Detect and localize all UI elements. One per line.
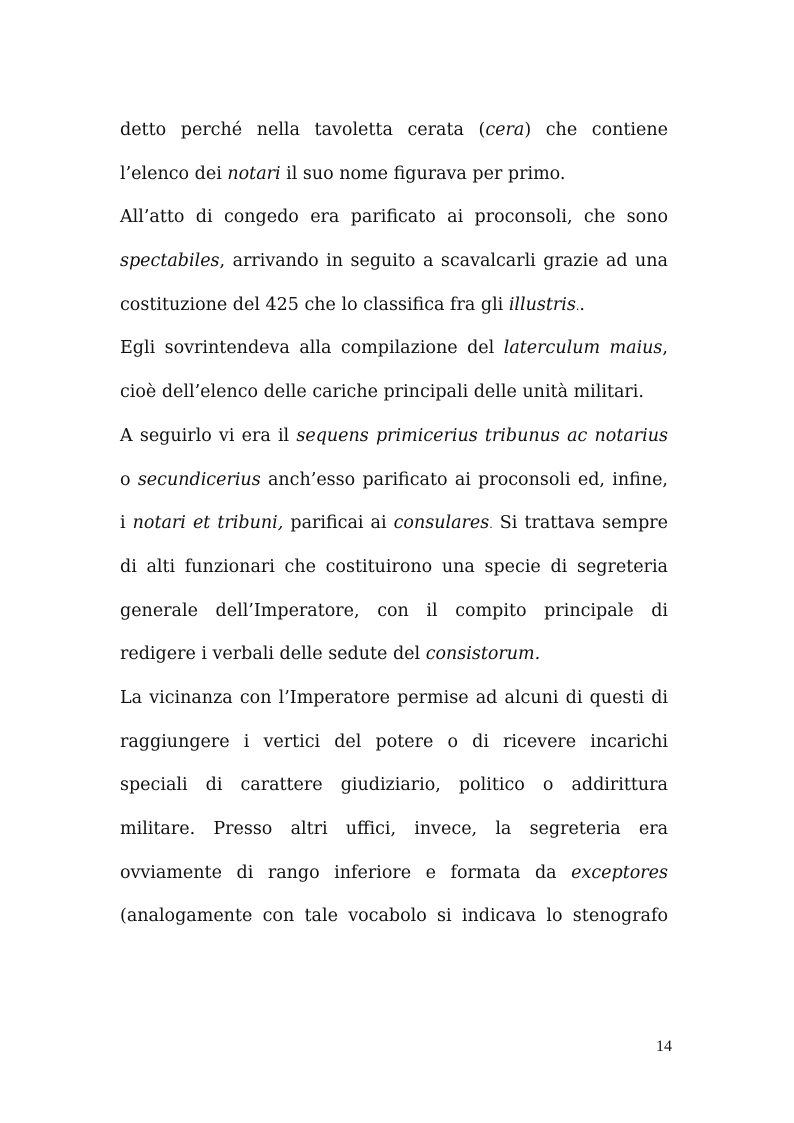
text-line: [120, 590, 668, 634]
text-segment: detto perché nella tavoletta cerata (: [120, 120, 486, 140]
text-line: [120, 808, 668, 852]
italic-term: exceptores: [571, 862, 668, 883]
paragraph: [120, 677, 668, 939]
text-segment: .: [579, 294, 585, 315]
text-line: [120, 502, 668, 546]
italic-term: notari: [227, 163, 281, 184]
text-segment: di alti funzionari che costituirono una specie di segreteria: [120, 556, 668, 577]
text-line: [120, 109, 668, 153]
paragraph: [120, 196, 668, 327]
text-segment: .: [489, 518, 493, 532]
text-line: [120, 633, 668, 677]
text-segment: anch’esso parificato ai proconsoli ed, infine,: [260, 469, 668, 490]
paragraph: [120, 109, 668, 196]
text-line: [120, 415, 668, 459]
italic-term: secundicerius: [137, 469, 261, 490]
italic-term: illustris: [508, 294, 576, 315]
text-segment: (analogamente con tale vocabolo si indicava lo stenografo: [120, 906, 668, 927]
text-line: [120, 196, 668, 240]
text-line: [120, 895, 668, 939]
text-segment: parificai ai: [283, 513, 394, 534]
text-line: [120, 546, 668, 590]
text-segment: A seguirlo vi era il: [120, 425, 297, 446]
text-segment: Egli sovrintendeva alla compilazione del: [120, 338, 504, 359]
text-segment: raggiungere i vertici del potere o di ricevere incarichi: [120, 731, 668, 752]
text-segment: speciali di carattere giudiziario, politico o addirittura: [120, 775, 668, 796]
text-segment: .: [575, 299, 580, 313]
text-segment: , arrivando in seguito a scavalcarli grazie ad una: [219, 251, 668, 272]
italic-term: cera: [485, 120, 525, 140]
text-segment: ovviamente di rango inferiore e formata da: [120, 862, 572, 883]
paragraph: [120, 327, 668, 414]
text-segment: generale dell’Imperatore, con il compito principale di: [120, 600, 668, 621]
italic-term: consulares: [393, 513, 490, 534]
text-line: [120, 284, 668, 328]
text-segment: o: [120, 469, 138, 490]
italic-term: sequens primicerius tribunus ac notarius: [296, 425, 668, 446]
text-segment: l’elenco dei: [120, 163, 228, 184]
text-line: [120, 764, 668, 808]
italic-term: laterculum maius: [503, 338, 663, 359]
text-segment: i: [120, 513, 133, 534]
text-segment: militare. Presso altri uffici, invece, la segreteria era: [120, 819, 668, 839]
text-segment: redigere i verbali delle sedute del: [120, 644, 426, 665]
italic-term: notari et tribuni,: [132, 513, 284, 534]
text-line: [120, 721, 668, 765]
text-line: [120, 677, 668, 721]
text-line: [120, 459, 668, 503]
body-text: [120, 109, 668, 939]
text-segment: ,: [662, 338, 668, 359]
text-line: [120, 327, 668, 371]
page-number: 14: [656, 1038, 672, 1055]
text-segment: cioè dell’elenco delle cariche principali delle unità militari.: [120, 382, 644, 403]
text-segment: All’atto di congedo era parificato ai proconsoli, che sono: [120, 207, 668, 228]
text-line: [120, 852, 668, 896]
text-segment: il suo nome figurava per primo.: [280, 163, 566, 184]
text-segment: Si trattava sempre: [492, 513, 668, 534]
text-line: [120, 240, 668, 284]
text-segment: costituzione del 425 che lo classifica fra gli: [120, 294, 509, 315]
text-segment: ) che contiene: [524, 120, 669, 140]
text-segment: La vicinanza con l’Imperatore permise ad alcuni di questi di: [120, 687, 668, 708]
italic-term: consistorum.: [425, 644, 541, 665]
text-line: [120, 371, 668, 415]
italic-term: spectabiles: [120, 251, 220, 272]
paragraph: [120, 415, 668, 677]
text-line: [120, 153, 668, 197]
